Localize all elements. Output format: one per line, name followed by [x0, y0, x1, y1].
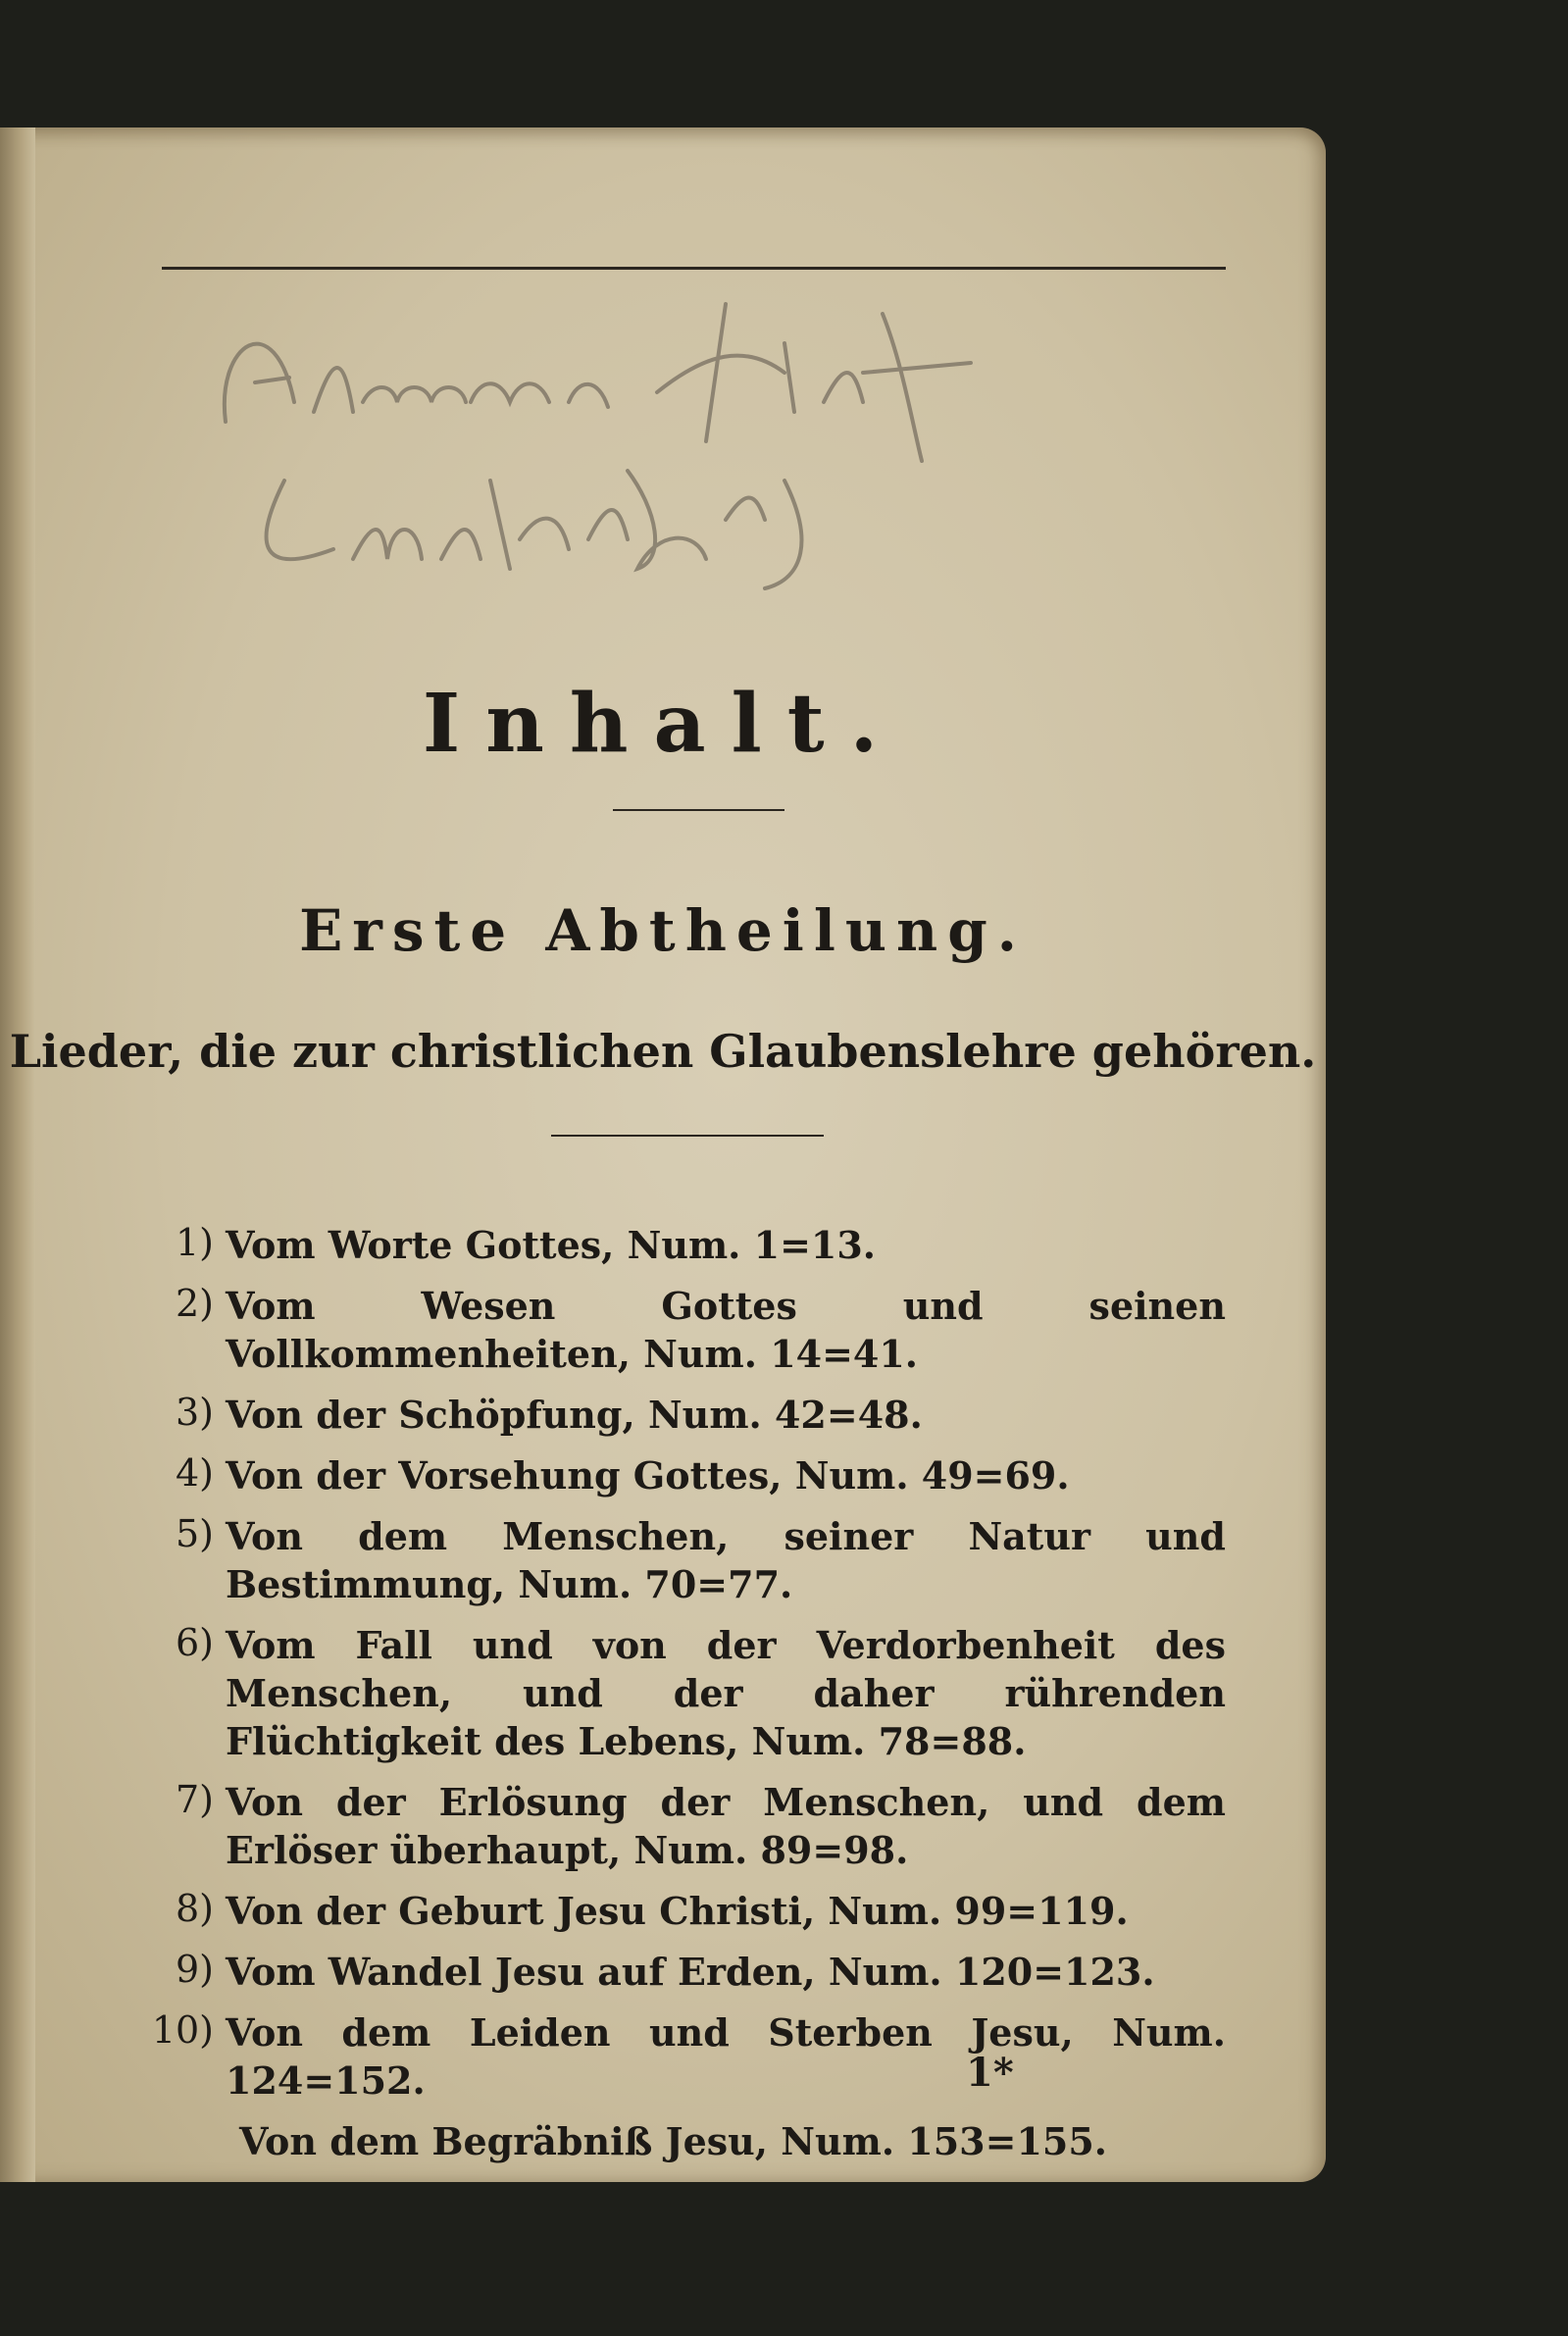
toc-entry	[127, 1621, 1226, 1765]
signature-mark: 1*	[966, 2050, 1014, 2096]
toc-entry-text: Vom Wandel Jesu auf Erden, Num. 120=123.	[226, 1950, 1155, 1994]
toc-entry-text: Von der Erlösung der Menschen, und dem Erlöser überhaupt, Num. 89=98.	[226, 1780, 1226, 1872]
section-heading: Erste Abtheilung.	[299, 897, 1027, 964]
toc-entry-text: Von dem Begräbniß Jesu, Num. 153=155.	[239, 2119, 1108, 2163]
toc-entry-number: 10)	[151, 2008, 214, 2052]
book-spine	[0, 127, 35, 2182]
section-subtitle: Lieder, die zur christlichen Glaubenslehre gehören.	[9, 1025, 1317, 1078]
toc-entry-number: 2)	[175, 1282, 214, 1325]
toc-entry	[127, 1948, 1226, 1996]
toc-entry	[127, 1512, 1226, 1608]
top-rule	[162, 267, 1226, 270]
toc-entry	[127, 1221, 1226, 1269]
toc-entry-number: 9)	[175, 1948, 214, 1991]
toc-entry-text: Von der Geburt Jesu Christi, Num. 99=119.	[226, 1889, 1129, 1933]
handwritten-signature	[196, 284, 1226, 598]
toc-entry-number: 5)	[175, 1512, 214, 1555]
toc-entry	[127, 1778, 1226, 1874]
toc-entry-text: Von dem Leiden und Sterben Jesu, Num. 124=152.	[226, 2010, 1226, 2103]
toc-entry-text: Vom Fall und von der Verdorbenheit des Menschen, und der daher rührenden Flüchtigkeit des Lebens, Num. 78=88.	[226, 1623, 1226, 1763]
title-divider	[613, 809, 784, 811]
toc-entry-number: 1)	[175, 1221, 214, 1264]
toc-entry-number: 6)	[175, 1621, 214, 1664]
table-of-contents	[127, 1221, 1226, 2178]
toc-entry-text: Vom Worte Gottes, Num. 1=13.	[226, 1223, 877, 1267]
toc-entry-number: 7)	[175, 1778, 214, 1821]
toc-entry	[127, 2008, 1226, 2105]
toc-entry-text: Vom Wesen Gottes und seinen Vollkommenheiten, Num. 14=41.	[226, 1284, 1226, 1376]
toc-entry-number: 3)	[175, 1391, 214, 1434]
toc-entry-text: Von der Vorsehung Gottes, Num. 49=69.	[226, 1453, 1070, 1498]
toc-entry-text: Von dem Menschen, seiner Natur und Bestimmung, Num. 70=77.	[226, 1514, 1226, 1606]
toc-entry	[127, 1887, 1226, 1935]
toc-entry	[127, 1282, 1226, 1378]
toc-entry	[127, 1451, 1226, 1499]
toc-entry-number: 4)	[175, 1451, 214, 1495]
subtitle-divider	[551, 1135, 824, 1137]
toc-entry	[127, 1391, 1226, 1439]
toc-entry-number: 8)	[175, 1887, 214, 1930]
toc-entry-text: Von der Schöpfung, Num. 42=48.	[226, 1393, 923, 1437]
toc-entry	[127, 2117, 1226, 2165]
page-title: Inhalt.	[422, 677, 904, 771]
